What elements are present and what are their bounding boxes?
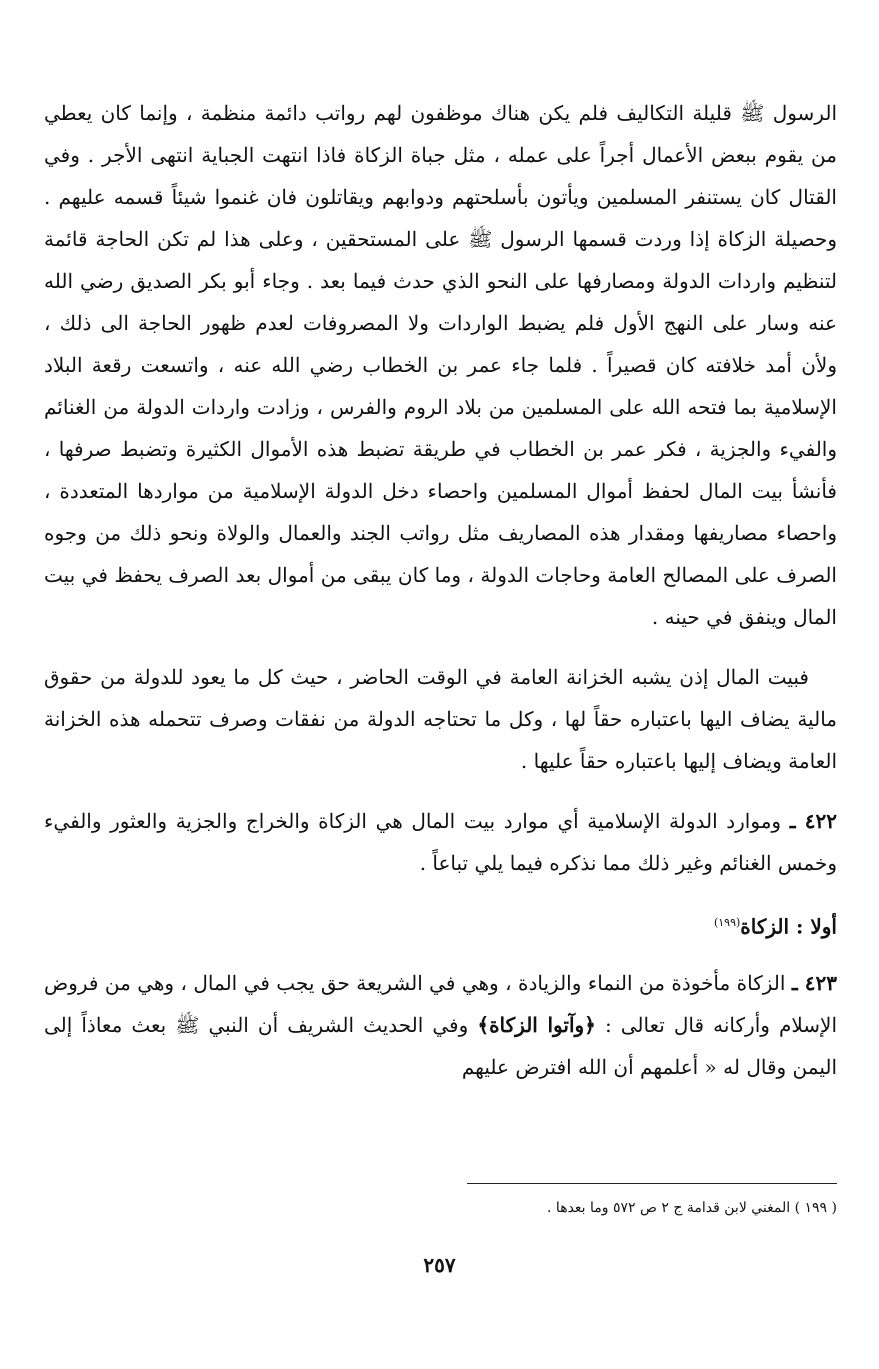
section-number-422: ٤٢٢ ـ	[789, 809, 837, 833]
paragraph-1: الرسول ﷺ قليلة التكاليف فلم يكن هناك موظفون لهم رواتب دائمة منظمة ، وإنما كان يعطي من يقوم ببعض الأعمال أجراً على عمله ، مثل جباة الزكاة فاذا انتهت الجباية انتهى الأجر . وفي القتال كان يستنفر المسلمين ويأتون بأسلحتهم ودوابهم ويقاتلون فان غنموا شيئاً قسمه عليهم . وحصيلة الزكاة إذا وردت قسمها الرسول ﷺ على المستحقين ، وعلى هذا لم تكن الحاجة قائمة لتنظيم واردات الدولة ومصارفها على النحو الذي حدث فيما بعد . وجاء أبو بكر الصديق رضي الله عنه وسار على النهج الأول فلم يضبط الواردات ولا المصروفات لعدم ظهور الحاجة الى ذلك ، ولأن أمد خلافته كان قصيراً . فلما جاء عمر بن الخطاب رضي الله عنه ، واتسعت رقعة البلاد الإسلامية بما فتحه الله على المسلمين من بلاد الروم والفرس ، وزادت واردات الدولة من الغنائم والفيء والجزية ، فكر عمر بن الخطاب في طريقة تضبط هذه الأموال الكثيرة وتضبط صرفها ، فأنشأ بيت المال لحفظ أموال المسلمين واحصاء دخل الدولة الإسلامية من مواردها المتعددة ، واحصاء مصاريفها ومقدار هذه المصاريف مثل رواتب الجند والعمال والولاة ونحو ذلك من وجوه الصرف على المصالح العامة وحاجات الدولة ، وما كان يبقى من أموال بعد الصرف يحفظ في بيت المال وينفق في حينه .	[44, 101, 837, 629]
heading-footnote-ref: (١٩٩)	[713, 916, 741, 929]
section-number-423: ٤٢٣ ـ	[791, 970, 837, 995]
paragraph-4-text-a: الزكاة مأخوذة من النماء والزيادة ، وهي في الشريعة حق يجب في المال ، وهي من فروض الإسلام وأركانه قال تعالى :	[44, 970, 838, 1037]
page-number: ٢٥٧	[423, 1253, 456, 1277]
footnote-divider	[467, 1183, 837, 1184]
main-text	[44, 92, 837, 1088]
section-heading-zakat	[44, 902, 837, 948]
paragraph-4	[44, 962, 837, 1088]
paragraph-3	[44, 800, 837, 884]
paragraph-4-text-b: وفي الحديث الشريف أن النبي ﷺ بعث معاذاً إلى اليمن وقال له « أعلمهم أن الله افترض عليهم	[44, 1012, 837, 1079]
paragraph-3-text: وموارد الدولة الإسلامية أي موارد بيت المال هي الزكاة والخراج والجزية والعثور والفيء وخمس الغنائم وغير ذلك مما نذكره فيما يلي تباعاً .	[44, 809, 837, 875]
quran-quote: ﴿وآتوا الزكاة﴾	[477, 1012, 596, 1037]
heading-text: أولا : الزكاة	[740, 914, 837, 939]
paragraph-2: فبيت المال إذن يشبه الخزانة العامة في الوقت الحاضر ، حيث كل ما يعود للدولة من حقوق مالية يضاف اليها باعتباره حقاً لها ، وكل ما تحتاجه الدولة من نفقات وصرف تتحمله هذه الخزانة العامة ويضاف إليها باعتباره حقاً عليها .	[44, 665, 837, 773]
footnote-199: ( ١٩٩ ) المغني لابن قدامة ج ٢ ص ٥٧٢ وما بعدها .	[547, 1200, 837, 1216]
